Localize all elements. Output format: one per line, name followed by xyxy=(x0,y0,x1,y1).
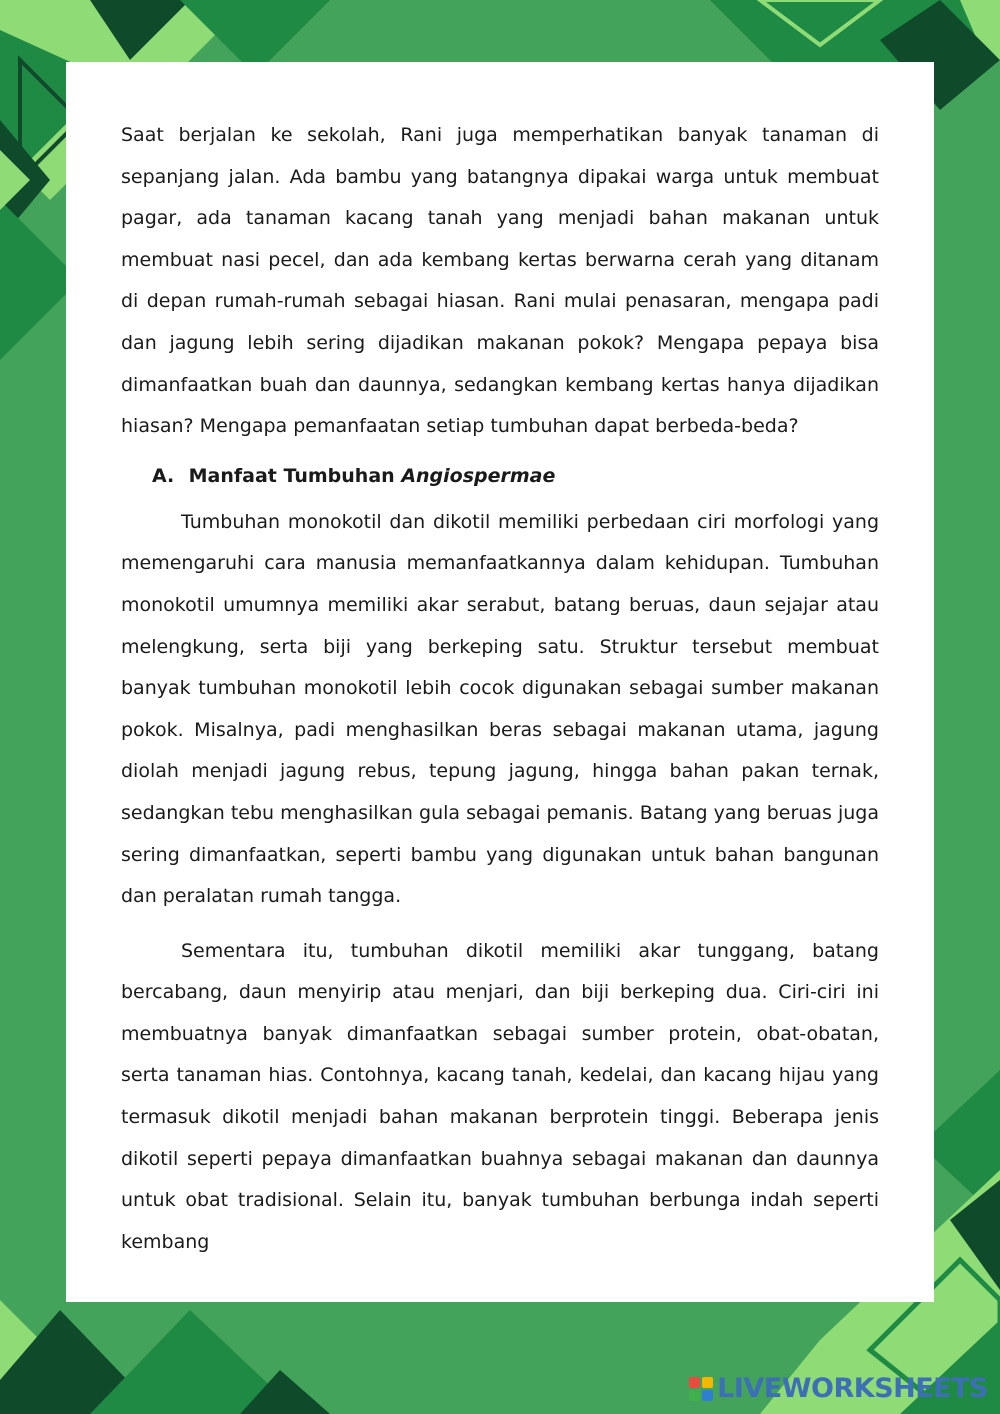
section-term: Angiospermae xyxy=(401,464,556,487)
liveworksheets-logo xyxy=(689,1374,988,1404)
dikotil-paragraph: Sementara itu, tumbuhan dikotil memiliki akar tunggang, batang bercabang, daun menyirip atau menjari, dan biji berkeping dua. Ciri-ciri ini membuatnya banyak dimanfaatkan sebagai sumber protein, obat-obatan, serta tanaman hias. Contohnya, kacang tanah, kedelai, dan kacang hijau yang termasuk dikotil menjadi bahan makanan berprotein tinggi. Beberapa jenis dikotil seperti pepaya dimanfaatkan buahnya sebagai makanan dan daunnya untuk obat tradisional. Selain itu, banyak tumbuhan berbunga indah seperti kembang xyxy=(121,939,879,1253)
section-title: Manfaat Tumbuhan xyxy=(188,464,395,487)
intro-paragraph: Saat berjalan ke sekolah, Rani juga memperhatikan banyak tanaman di sepanjang jalan. Ada bambu yang batangnya dipakai warga untuk membuat pagar, ada tanaman kacang tanah yang menjadi bahan makanan untuk membuat nasi pecel, dan ada kembang kertas berwarna cerah yang ditanam di depan rumah-rumah sebagai hiasan. Rani mulai penasaran, mengapa padi dan jagung lebih sering dijadikan makanan pokok? Mengapa pepaya bisa dimanfaatkan buah dan daunnya, sedangkan kembang kertas hanya dijadikan hiasan? Mengapa pemanfaatan setiap tumbuhan dapat berbeda-beda? xyxy=(121,124,879,438)
monokotil-paragraph: Tumbuhan monokotil dan dikotil memiliki perbedaan ciri morfologi yang memengaruhi cara manusia memanfaatkannya dalam kehidupan. Tumbuhan monokotil umumnya memiliki akar serabut, batang beruas, daun sejajar atau melengkung, serta biji yang berkeping satu. Struktur tersebut membuat banyak tumbuhan monokotil lebih cocok digunakan sebagai sumber makanan pokok. Misalnya, padi menghasilkan beras sebagai makanan utama, jagung diolah menjadi jagung rebus, tepung jagung, hingga bahan pakan ternak, sedangkan tebu menghasilkan gula sebagai pemanis. Batang yang beruas juga sering dimanfaatkan, seperti bambu yang digunakan untuk bahan bangunan dan peralatan rumah tangga. xyxy=(121,510,879,908)
liveworksheets-logo-icon xyxy=(689,1377,713,1401)
section-letter: A. xyxy=(152,464,175,487)
document-body xyxy=(121,115,879,1263)
brand-text: LIVEWORKSHEETS xyxy=(717,1373,988,1404)
section-heading xyxy=(121,461,879,491)
